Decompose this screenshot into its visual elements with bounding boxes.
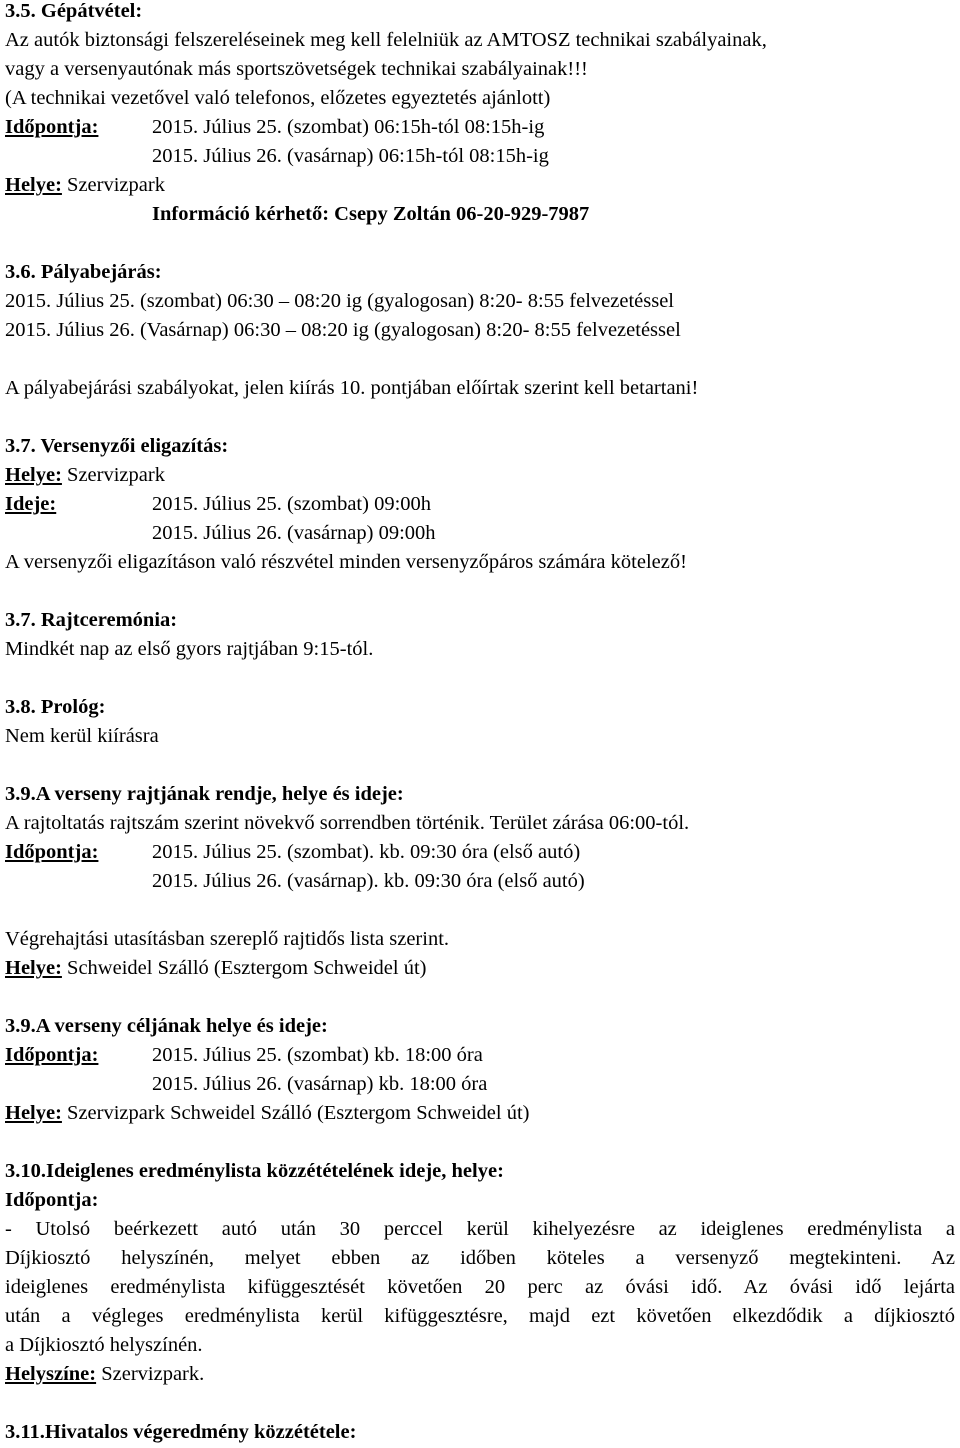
body-line: vagy a versenyautónak más sportszövetségek technikai szabályainak!!! [5,58,588,80]
place-line [5,1099,530,1128]
time-value: 2015. Július 26. (vasárnap). kb. 09:30 óra (első autó) [152,870,585,892]
schedule-line [5,838,580,867]
schedule-line [5,519,436,548]
body-line: Végrehajtási utasításban szereplő rajtidős lista szerint. [5,928,450,950]
time-value: 2015. Július 25. (szombat). kb. 09:30 óra (első autó) [152,841,581,863]
paragraph-line: ideiglenes eredménylista kifüggesztését követően 20 perc az óvási idő. Az óvási idő lejárta [5,1276,955,1298]
body-line: (A technikai vezetővel való telefonos, előzetes egyeztetés ajánlott) [5,87,551,109]
time-value: 2015. Július 25. (szombat) kb. 18:00 óra [152,1044,483,1066]
place-value: Schweidel Szálló (Esztergom Schweidel út) [67,957,427,979]
section-heading-3-10: 3.10.Ideiglenes eredménylista közzétételének ideje, helye: [5,1160,504,1182]
section-heading-3-9-start: 3.9.A verseny rajtjának rendje, helye és ideje: [5,783,404,805]
time-value: 2015. Július 25. (szombat) 09:00h [152,493,432,515]
paragraph-line: a Díjkiosztó helyszínén. [5,1334,203,1356]
body-line: Nem kerül kiírásra [5,725,159,747]
time-value: 2015. Július 25. (szombat) 06:15h-tól 08:15h-ig [152,116,545,138]
schedule-line [5,867,585,896]
schedule-line [5,490,431,519]
body-line: 2015. Július 26. (Vasárnap) 06:30 – 08:20 ig (gyalogosan) 8:20- 8:55 felvezetéssel [5,319,681,341]
paragraph-line: után a végleges eredménylista kerül kifüggesztésre, majd ezt követően elkezdődik a díjkiosztó [5,1305,955,1327]
section-heading-3-5: 3.5. Gépátvétel: [5,0,143,22]
place-label: Helyszíne: [5,1363,97,1385]
body-line: Az autók biztonsági felszereléseinek meg kell felelniük az AMTOSZ technikai szabályainak, [5,29,767,51]
body-line: A versenyzői eligazításon való részvétel minden versenyzőpáros számára kötelező! [5,551,687,573]
place-line [5,1360,204,1389]
time-value: 2015. Július 26. (vasárnap) kb. 18:00 óra [152,1073,488,1095]
paragraph-line: Díjkiosztó helyszínén, melyet ebben az időben köteles a versenyző megtekinteni. Az [5,1247,955,1269]
time-value: 2015. Július 26. (vasárnap) 09:00h [152,522,436,544]
section-heading-3-6: 3.6. Pályabejárás: [5,261,162,283]
schedule-line [5,1070,487,1099]
schedule-line [5,142,549,171]
place-value: Szervizpark [67,174,165,196]
section-heading-3-9-finish: 3.9.A verseny céljának helye és ideje: [5,1015,328,1037]
body-line: 2015. Július 25. (szombat) 06:30 – 08:20 ig (gyalogosan) 8:20- 8:55 felvezetéssel [5,290,674,312]
time-label: Időpontja: [5,1044,99,1066]
paragraph-line: - Utolsó beérkezett autó után 30 perccel kerül kihelyezésre az ideiglenes eredménylista a [5,1218,955,1240]
body-line: A pályabejárási szabályokat, jelen kiírás 10. pontjában előírtak szerint kell betartani! [5,377,699,399]
body-line: Mindkét nap az első gyors rajtjában 9:15-tól. [5,638,374,660]
place-line [5,461,165,490]
section-heading-3-7-ceremony: 3.7. Rajtceremónia: [5,609,178,631]
schedule-line [5,1041,483,1070]
time-label: Időpontja: [5,1189,99,1211]
time-label: Ideje: [5,493,57,515]
section-heading-3-8: 3.8. Prológ: [5,696,106,718]
place-line [5,171,165,200]
section-heading-3-7: 3.7. Versenyzői eligazítás: [5,435,229,457]
place-label: Helye: [5,1102,62,1124]
place-label: Helye: [5,464,62,486]
body-line: A rajtoltatás rajtszám szerint növekvő sorrendben történik. Terület zárása 06:00-tól. [5,812,690,834]
section-heading-3-11: 3.11.Hivatalos végeredmény közzététele: [5,1421,357,1443]
time-label: Időpontja: [5,116,99,138]
info-line [5,200,589,229]
place-value: Szervizpark [67,464,165,486]
time-label: Időpontja: [5,841,99,863]
place-label: Helye: [5,174,62,196]
place-label: Helye: [5,957,62,979]
place-value: Szervizpark Schweidel Szálló (Esztergom Schweidel út) [67,1102,530,1124]
place-value: Szervizpark. [101,1363,205,1385]
time-value: 2015. Július 26. (vasárnap) 06:15h-tól 08:15h-ig [152,145,549,167]
schedule-line [5,113,544,142]
info-text: Információ kérhető: Csepy Zoltán 06-20-929-7987 [152,203,590,225]
place-line [5,954,426,983]
